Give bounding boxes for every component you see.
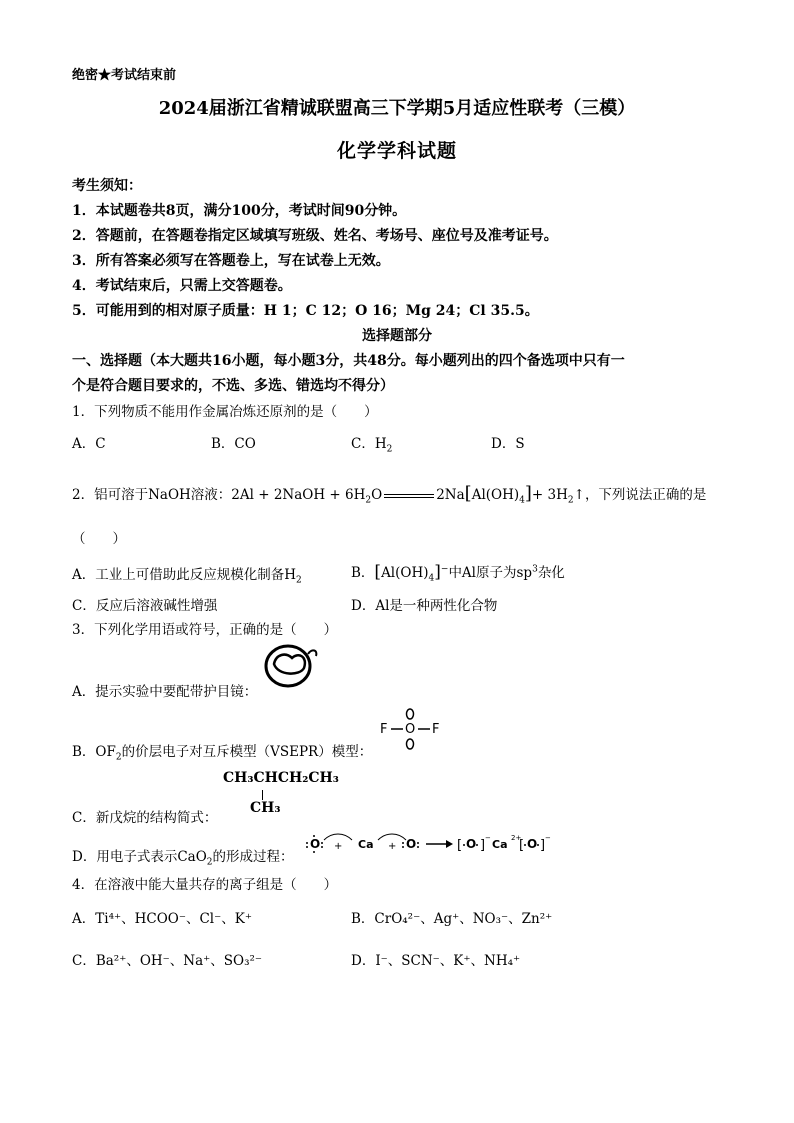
q1-option-d: D．S [491, 436, 525, 452]
svg-text:]: ] [540, 838, 546, 853]
notice-item: 5．可能用到的相对原子质量：H 1；C 12；O 16；Mg 24；Cl 35.5。 [72, 303, 539, 319]
svg-text:[: [ [457, 838, 463, 853]
q4-option-d: D．I⁻、SCN⁻、K⁺、NH₄⁺ [351, 953, 521, 969]
svg-text:2+: 2+ [511, 834, 522, 842]
svg-text:Ca: Ca [358, 838, 374, 851]
vsepr-f-right: F [432, 722, 440, 737]
q3-option-c: C．新戊烷的结构简式： [72, 810, 218, 826]
notice-item: 4．考试结束后，只需上交答题卷。 [72, 278, 292, 294]
vsepr-o: O [405, 722, 416, 737]
secret-label: 绝密★考试结束前 [72, 68, 177, 83]
equals-sign [384, 494, 434, 498]
exam-title: 2024届浙江省精诚联盟高三下学期5月适应性联考（三模） [158, 98, 636, 119]
q2-option-a: A．工业上可借助此反应规模化制备$H_2$ [72, 567, 302, 586]
exam-subtitle: 化学学科试题 [336, 140, 457, 162]
q1-option-b: B．CO [211, 436, 256, 452]
question-2-stem: 2．铝可溶于NaOH溶液：2Al + 2NaOH + $6H_2O$ $2Na[Al(OH)_4]+$ $3H_2↑$，下列说法正确的是 [72, 483, 707, 506]
q3-option-d: D．用电子式表示CaO$_2$的形成过程： [72, 849, 294, 868]
vsepr-f-left: F [380, 722, 388, 737]
q3-structure-bond [262, 790, 263, 800]
notice-item: 2．答题前，在答题卷指定区域填写班级、姓名、考场号、座位号及准考证号。 [72, 228, 558, 244]
q2-option-c: C．反应后溶液碱性增强 [72, 598, 218, 614]
q3-structure-branch: CH₃ [250, 800, 281, 816]
q4-option-a: A．Ti⁴⁺、HCOO⁻、Cl⁻、K⁺ [72, 911, 252, 927]
svg-text:+: + [334, 841, 343, 852]
electron-formula-diagram [300, 830, 550, 858]
svg-text:[: [ [519, 838, 525, 853]
q3-structure-main: CH₃CHCH₂CH₃ [223, 770, 339, 786]
section-instruction-line2: 个是符合题目要求的，不选、多选、错选均不得分） [72, 378, 394, 394]
svg-text:O: O [406, 837, 417, 851]
safety-goggles-icon [262, 642, 322, 690]
q3-option-b: B．$OF_2$的价层电子对互斥模型（VSEPR）模型： [72, 744, 373, 763]
svg-text:−: − [545, 834, 551, 842]
question-3-stem: 3．下列化学用语或符号，正确的是（ ） [72, 622, 338, 638]
q1-option-c: C．$H_2$ [351, 436, 393, 455]
section-instruction-line1: 一、选择题（本大题共16小题，每小题3分，共48分。每小题列出的四个备选项中只有一 [72, 353, 625, 369]
svg-text:+: + [388, 841, 397, 852]
svg-text:−: − [485, 834, 491, 842]
up-arrow-icon: ↑ [573, 487, 585, 503]
notice-item: 1．本试题卷共8页，满分100分，考试时间90分钟。 [72, 203, 407, 219]
question-1-stem: 1．下列物质不能用作金属冶炼还原剂的是（ ） [72, 404, 378, 420]
svg-text:O: O [466, 837, 477, 851]
q2-option-d: D．Al是一种两性化合物 [351, 598, 498, 614]
q2-option-b: B．$[Al(OH)_4]^-$中Al原子为$sp^3$杂化 [351, 562, 565, 584]
notice-heading: 考生须知： [72, 178, 142, 194]
q1-option-a: A．C [72, 436, 106, 452]
svg-text:]: ] [480, 838, 486, 853]
q3-option-a: A．提示实验中要配带护目镜： [72, 684, 258, 700]
section-part: 选择题部分 [362, 328, 432, 344]
question-4-stem: 4．在溶液中能大量共存的离子组是（ ） [72, 877, 338, 893]
svg-text:O: O [527, 837, 538, 851]
notice-item: 3．所有答案必须写在答题卷上，写在试卷上无效。 [72, 253, 390, 269]
vsepr-model-diagram [378, 708, 446, 750]
q4-option-c: C．Ba²⁺、OH⁻、Na⁺、SO₃²⁻ [72, 953, 263, 969]
q4-option-b: B．CrO₄²⁻、Ag⁺、NO₃⁻、Zn²⁺ [351, 911, 553, 927]
svg-text:Ca: Ca [492, 838, 508, 851]
question-2-paren: （ ） [72, 531, 126, 547]
svg-text:O: O [310, 837, 321, 851]
